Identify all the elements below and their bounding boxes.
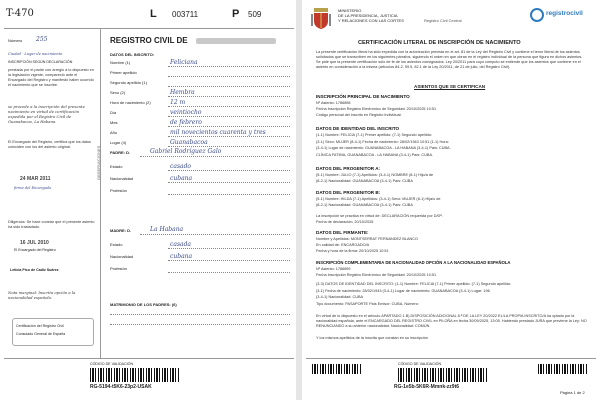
- field-value: cubana: [170, 174, 193, 182]
- matrimonio-label: MATRIMONIO DE LOS PADRES: (6): [110, 302, 177, 307]
- s7-title: INSCRIPCIÓN COMPLEMENTARIA DE NACIONALIDAD OPCIÓN A LA NACIONALIDAD ESPAÑOLA: [316, 260, 511, 265]
- text-line: La inscripción se practica en virtud de: DECLARACIÓN requerida por D/Dª.: [316, 214, 443, 218]
- s6-title: DATOS DEL FIRMANTE:: [316, 230, 369, 235]
- registry-title: REGISTRO CIVIL DE: [110, 36, 188, 45]
- asientos-heading: ASIENTOS QUE SE CERTIFICAN: [414, 84, 486, 89]
- field-label: Hora de nacimiento (2): [110, 100, 151, 105]
- field-label: Profesión: [110, 188, 127, 193]
- intro-text: La presente certificación literal ha sido expedida con la autorización prevista en el art. 81 de la Ley del Registro Civil y contiene el tenor literal de los asientos solicitados que se transcriben en los siguientes párrafos, siguiendo el orden en que obran en el registro individual de la persona que figura en dichos asientos. Se pide que la presente certificación sólo de fe de los asientos consignados. Ley 20/2011 para cuyo cómputo se entiende que los asientos que contiene en el asiento en consideración a la misma (artículos 84-2, 59.5, 82.1 de la Ley 20/2011, de 21 de julio, del Registro Civil).: [316, 50, 583, 69]
- serial-number: 003711: [172, 10, 199, 19]
- field-value: Hembra: [170, 88, 195, 96]
- left-barcode: [90, 368, 180, 382]
- section-padres: PADRE: D.: [110, 150, 131, 155]
- ministry-line-2: DE LA PRESIDENCIA, JUSTICIA: [338, 13, 398, 18]
- text-line: Tipo documento: PASAPORTE País Emisor: CUBA, Número:: [316, 301, 419, 306]
- right-document-page: [302, 0, 600, 400]
- text-line: (3-1) Sexo: MUJER (8-4-1) Fecha de nacimiento: 28/02/1943 10:51 (1-1) Hora:: [316, 139, 449, 144]
- text-line: (5-1) Nombre: HILDA (7-1) Apellidos: (3-4-1) Sexo: MUJER (8-1) Hija/o de: [316, 197, 441, 201]
- text-line: (8-2-1) Nacionalidad: GUANABACOA (3-4-1) País: CUBA: [316, 179, 413, 183]
- field-label: Mes: [110, 120, 118, 125]
- field-label: Año: [110, 130, 118, 135]
- side-text: OBSERVACIONES: [96, 145, 101, 180]
- field-value: casada: [170, 240, 192, 248]
- field-label: Sexo (2): [110, 90, 126, 95]
- text-line: CLÍNICA FATIMA, GUANABACOA - LA HABANA (3-4-1) País: CUBA.: [316, 152, 434, 157]
- text-line: Fecha y hora de la firma: 20/10/2025 10:51: [316, 249, 389, 253]
- field-value: mil novecientos cuarenta y tres: [170, 128, 266, 136]
- corner-label: T-470: [6, 8, 34, 19]
- field-value: veintiocho: [170, 108, 202, 116]
- coat-of-arms-icon: [310, 6, 332, 30]
- stamp-date-2: 16 JUL 2010: [20, 240, 49, 246]
- encargado-name: Leticia Pico de Cadiz Suárez: [10, 268, 59, 272]
- text-line: En calidad de: ENCARGADO/A: [316, 243, 370, 247]
- text-line: Fecha Inscripción Registro Electrónico de Seguridad: 20/10/2025 10:51: [316, 273, 437, 277]
- field-label: Nacionalidad: [110, 176, 134, 181]
- numero-label: Número: [8, 38, 23, 43]
- serial-letter: L: [150, 8, 157, 20]
- ministry-line-1: MINISTERIO: [338, 8, 362, 13]
- field-label: Primer apellido: [110, 70, 137, 75]
- encargado-label: El Encargado del Registro: [14, 248, 56, 252]
- page-letter: P: [232, 8, 240, 20]
- field-value: 12 m: [170, 98, 186, 106]
- s3-title: DATOS DEL PROGENITOR A:: [316, 166, 381, 171]
- field-label: Segundo apellido (1): [110, 80, 147, 85]
- header-small: Registro Civil Central: [424, 18, 462, 23]
- right-footer-label: CÓDIGO DE VALIDACIÓN: [398, 362, 442, 366]
- cert-title: CERTIFICACIÓN LITERAL DE INSCRIPCIÓN DE NACIMIENTO: [358, 40, 521, 46]
- stamp-date: 24 MAR 2011: [20, 176, 51, 182]
- text-line: (3-4-1) Nacionalidad: CUBA: [316, 295, 364, 299]
- right-footer-code: RG-1e5b-5K6R-Mmnk-zz9t6: [394, 384, 460, 390]
- left-footer-code: RG-5194-t5K6-23p2-USAK: [90, 384, 152, 390]
- field-label: Estado: [110, 242, 123, 247]
- registro-civil-logo-icon: [530, 8, 544, 22]
- field-label: Nombre (1): [110, 60, 131, 65]
- section-inscrito: DATOS DEL INSCRITO:: [110, 52, 155, 57]
- text-line: (5-1) Nombre: JULIO (7-1) Apellidos: (3-4-1) NOMBRE (8-1) Hijo/a de: [316, 173, 434, 177]
- ministry-line-3: Y RELACIONES CON LAS CORTES: [338, 18, 404, 23]
- padre-value: Gabriel Rodríguez Galo: [150, 148, 222, 155]
- left-document-page: T-470 L 003711 P 509 Número 255 Ciudad · Lugar de nacimiento INSCRIPCIÓN SEGÚN DECLARACIÓN prestada por el padre con arreglo a lo dispuesto en la legislación vigente, compareció ante el Encargado del Registro y manifestó haber ocurrido el nacimiento que se inscribe. se procede a la inscripción del presente nacimiento en virtud de certificación expedida por el Registro Civil de Guanabacoa, La Habana. El Encargado del Registro, certifica que los datos coinciden con los del asiento original. 24 MAR 2011 firma del Encargado Diligencia: Se hace constar que el presente asiento ha sido trasladado. 16 JUL 2010 El Encargado del Registro Leticia Pico de Cadiz Suárez Nota marginal: Inscrita opción a la nacionalidad española. Certificación del Registro Civil Consulado General de España REGISTRO CIVIL DE DATOS DEL INSCRITO: Nombre (1) Feliciana Primer apellido Segundo apellido (1) Sexo (2) Hembra Hora de nacimiento (2) 12 m Día veintiocho Mes de febrero Año mil novecientos cuarenta y tres Lugar (4) Guanabacoa PADRE: D. Gabriel Rodríguez Galo Estado casado Nacionalidad cubana Profesión MADRE: D. La Habana Estado casada Nacionalidad cubana Profesión MATRIMONIO DE LOS PADRES: (6) OBSERVACIONES CÓDIGO DE VALIDACIÓN RG-5194-t5K6-23p2-USAK: [0, 0, 296, 400]
- s10-text: Y los mismos apellidos de la inscrita que constan en su inscripción: [316, 336, 428, 340]
- text-line: Fecha Inscripción Registro Electrónico de Seguridad: 20/10/2025 10:51: [316, 107, 437, 111]
- text-line: Fecha de declaración: 20/10/2025: [316, 220, 374, 224]
- page-number: 509: [248, 10, 262, 19]
- field-label: Lugar (4): [110, 140, 127, 145]
- right-barcode: [398, 368, 488, 382]
- field-label: Nacionalidad: [110, 254, 134, 259]
- right-barcode-right: [538, 364, 588, 374]
- text-line: Nombre y Apellidos: MONTSERRAT FERNANDEZ BLANCO: [316, 237, 418, 241]
- field-label: Estado: [110, 164, 123, 169]
- s2-title: DATOS DE IDENTIDAD DEL INSCRITO: [316, 126, 400, 131]
- text-line: (3-4-1) Lugar de nacimiento: GUANABACOA - LA HABANA (3-4-1) País: CUBA.: [316, 146, 451, 150]
- section-madre: MADRE: D.: [110, 228, 132, 233]
- field-value: casado: [170, 162, 192, 170]
- madre-value: La Habana: [150, 226, 184, 233]
- field-value: Feliciana: [170, 58, 198, 66]
- field-value: cubana: [170, 252, 193, 260]
- numero-value: 255: [36, 36, 48, 43]
- field-label: Día: [110, 110, 117, 115]
- text-line: (3-1) Fecha de nacimiento: 28/02/1943 (3-4-1) Lugar de nacimiento: GUANABACOA (3-4-1) Lugar: 196: [316, 288, 490, 293]
- text-line: Nº Asiento: 1786898: [316, 101, 351, 105]
- text-line: (8-2-1) Nacionalidad: GUANABACOA (3-4-1) País: CUBA: [316, 203, 413, 207]
- text-line: Código personal del inscrito en Registro Individual:: [316, 113, 402, 117]
- field-value: de febrero: [170, 118, 202, 126]
- text-line: Nº Asiento: 1786899: [316, 267, 351, 271]
- text-line: (1-1) Nombre: FELICIA (7-1) Primer apellido: (7-1) Segundo apellido:: [316, 133, 432, 137]
- left-footer-label: CÓDIGO DE VALIDACIÓN: [90, 362, 134, 366]
- text-line: (3-3) DATOS DE IDENTIDAD DEL INSCRITO: (1-1) Nombre: FELICIA (7-1) Primer apellido: (7-1) Segundo apellido:: [316, 282, 512, 286]
- right-barcode-left: [312, 364, 362, 374]
- s9-text: En virtud de lo dispuesto en el artículo APARTADO 1.B) DISPOSICIÓN ADICIONAL 8.ª DE LA LEY 20/2022 EL/LA PROPIA INSCRITO/A ha optado por la nacionalidad española, ante el ENCARGADO DEL REGISTRO CIVIL en PILOÑA en fecha 30/09/2025, 13:05. Habiendo prestado JURA que previene la Ley: NO RENUNCIANDO a su anterior nacionalidad. Nacionalidad: COMÚN: [316, 314, 587, 328]
- field-label: Profesión: [110, 266, 127, 271]
- brand: registrocivil: [546, 10, 583, 17]
- field-value: Guanabacoa: [170, 138, 208, 146]
- page-num: Página 1 de 2: [560, 390, 585, 395]
- s1-title: INSCRIPCIÓN PRINCIPAL DE NACIMIENTO: [316, 94, 410, 99]
- s4-title: DATOS DEL PROGENITOR B:: [316, 190, 381, 195]
